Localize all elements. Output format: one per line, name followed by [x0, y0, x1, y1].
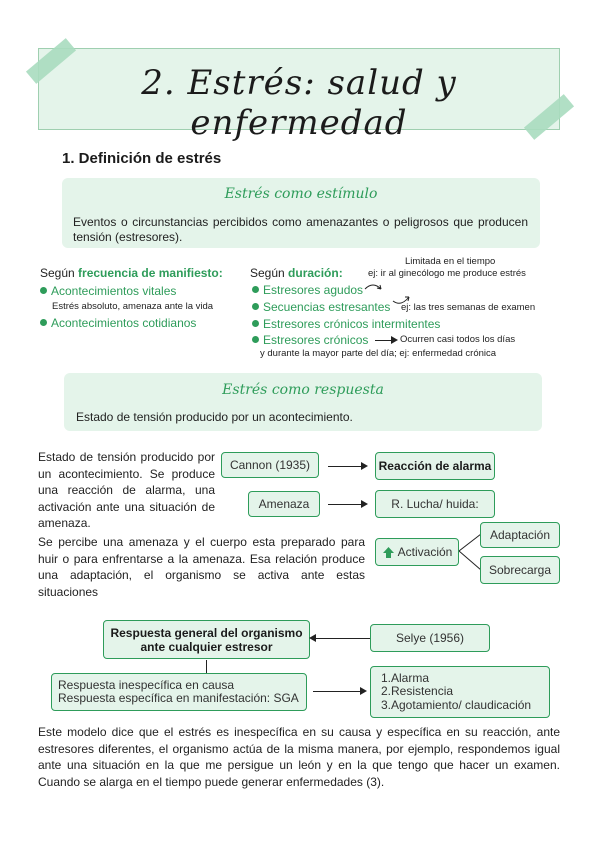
phases-box [370, 666, 550, 718]
arrow-up-icon [382, 546, 395, 559]
selye-author-box: Selye (1956) [370, 624, 490, 652]
stimulus-text: Eventos o circunstancias percibidos como amenazantes o peligrosos que producen tensión (estresores). [73, 215, 528, 244]
arrow-right-icon [391, 336, 398, 344]
note-acute: ej: ir al ginecólogo me produce estrés [368, 268, 526, 279]
phase-item: 2.Resistencia [381, 684, 454, 699]
duration-item [252, 300, 390, 314]
response-title: Estrés como respuesta [222, 382, 384, 398]
stimulus-panel [62, 178, 540, 248]
duration-item-label: Secuencias estresantes [263, 300, 391, 314]
arrow-line [313, 691, 361, 692]
bullet-dot [252, 303, 259, 310]
arrow-line [328, 504, 362, 505]
threat-box: Amenaza [248, 491, 320, 517]
duration-item [252, 283, 363, 297]
duration-item-label: Estresores crónicos intermitentes [263, 317, 441, 331]
frequency-item [40, 284, 176, 298]
frequency-label [40, 266, 223, 280]
arrow-right-icon [361, 500, 368, 508]
cannon-paragraph: Se percibe una amenaza y el cuerpo esta preparado para huir o para enfrentarse a la amenaza. Esa relación produce una adaptación, el organismo se activa ante estas situaciones [38, 535, 365, 599]
response-panel [64, 373, 542, 431]
duration-item [252, 317, 440, 331]
alarm-reaction-box: Reacción de alarma [375, 452, 495, 480]
bullet-dot [40, 287, 47, 294]
note-chronic: y durante la mayor parte del día; ej: enfermedad crónica [260, 348, 497, 359]
general-response-box: Respuesta general del organismo ante cualquier estresor [103, 620, 310, 659]
arrow-right-icon [361, 462, 368, 470]
duration-label-bold: duración: [288, 266, 343, 280]
arrow-line [315, 638, 370, 639]
adaptation-box: Adaptación [480, 522, 560, 548]
fight-flight-box: R. Lucha/ huida: [375, 490, 495, 518]
note-limited: Limitada en el tiempo [405, 256, 496, 267]
duration-item-label: Estresores crónicos [263, 333, 369, 347]
duration-label [250, 266, 343, 280]
arrow-right-icon [360, 687, 367, 695]
frequency-note: Estrés absoluto, amenaza ante la vida [52, 301, 214, 312]
page-title: 2. Estrés: salud y enfermedad [141, 63, 457, 143]
response-text: Estado de tensión producido por un acontecimiento. [76, 410, 353, 424]
duration-label-prefix: Según [250, 266, 289, 280]
bullet-dot [252, 336, 259, 343]
duration-item [252, 333, 368, 347]
stimulus-title: Estrés como estímulo [224, 186, 378, 202]
specificity-box [51, 673, 307, 711]
frequency-item [40, 316, 196, 330]
activation-box [375, 538, 459, 566]
connector-line [206, 660, 207, 673]
frequency-label-bold: frecuencia de manifiesto: [78, 266, 223, 280]
frequency-label-prefix: Según [40, 266, 79, 280]
frequency-item-label: Acontecimientos cotidianos [51, 316, 197, 330]
activation-label: Activación [397, 545, 453, 559]
overload-box: Sobrecarga [480, 556, 560, 584]
title-banner [38, 48, 560, 143]
phase-item: 3.Agotamiento/ claudicación [381, 697, 532, 712]
cannon-paragraph: Estado de tensión producido por un acontecimiento. Se produce una reacción de alarma, una activación ante una situación de amenaza. [38, 450, 215, 530]
specificity-line: Respuesta inespecífica en causa [58, 678, 235, 692]
bullet-dot [252, 320, 259, 327]
bullet-dot [40, 319, 47, 326]
note-chronic: Ocurren casi todos los días [400, 334, 516, 345]
phase-item: 1.Alarma [381, 670, 430, 685]
cannon-author-box: Cannon (1935) [221, 452, 319, 478]
specificity-line: Respuesta específica en manifestación: SGA [58, 691, 299, 705]
bullet-dot [252, 286, 259, 293]
note-sequence: ej: las tres semanas de examen [401, 302, 536, 313]
arrow-line [328, 466, 362, 467]
frequency-item-label: Acontecimientos vitales [51, 284, 177, 298]
selye-paragraph: Este modelo dice que el estrés es inespecífica en su causa y específica en su reacción, ante estresores diferentes, el organismo actúa de la misma manera, por ejemplo, respondemos igual ante una situación en la que me persigue un león y en la que tengo que hacer un examen. Cuando se alarga en el tiempo puede generar enfermedades (3). [38, 725, 560, 789]
section-heading: 1. Definición de estrés [62, 150, 222, 167]
duration-item-label: Estresores agudos [263, 283, 364, 297]
